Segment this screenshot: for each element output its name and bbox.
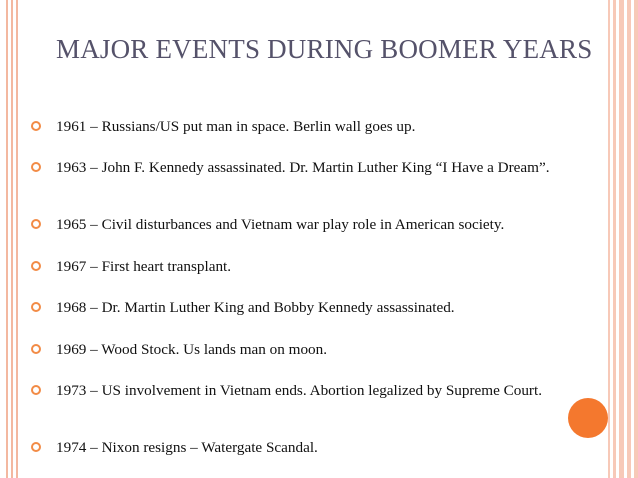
bullet-item [31,439,606,456]
bullet-ring-icon [31,121,41,131]
bullet-text: 1968 – Dr. Martin Luther King and Bobby Kennedy assassinated. [56,299,455,316]
bullet-ring-icon [31,219,41,229]
bullet-text: 1961 – Russians/US put man in space. Berlin wall goes up. [56,118,416,135]
bullet-ring-icon [31,442,41,452]
bullet-ring-icon [31,162,41,172]
bullet-text: 1965 – Civil disturbances and Vietnam war play role in American society. [56,216,505,233]
slide-title: MAJOR EVENTS DURING BOOMER YEARS [56,34,593,64]
bullet-item [31,258,606,275]
bullet-ring-icon [31,302,41,312]
bullet-ring-icon [31,261,41,271]
bullet-text: 1974 – Nixon resigns – Watergate Scandal. [56,439,318,456]
bullet-item [31,216,606,233]
bullet-item [31,341,606,358]
left-border-decoration [6,0,20,478]
bullet-item [31,118,606,135]
accent-circle [568,398,608,438]
bullet-text: 1963 – John F. Kennedy assassinated. Dr. Martin Luther King “I Have a Dream”. [56,159,550,176]
bullet-item [31,382,606,399]
bullet-ring-icon [31,385,41,395]
bullet-ring-icon [31,344,41,354]
bullet-text: 1969 – Wood Stock. Us lands man on moon. [56,341,328,358]
bullet-item [31,159,606,176]
bullet-text: 1973 – US involvement in Vietnam ends. Abortion legalized by Supreme Court. [56,382,543,399]
right-border-decoration [608,0,638,478]
bullet-text: 1967 – First heart transplant. [56,258,232,275]
bullet-item [31,299,606,316]
